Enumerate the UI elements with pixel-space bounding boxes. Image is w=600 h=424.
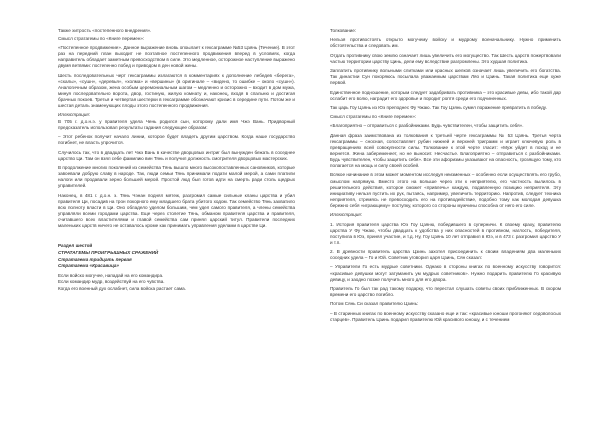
left-paragraph: Если войско могучее, нападай на его командира. <box>58 272 164 278</box>
left-paragraph: Стратагема тридцать первая <box>58 256 132 262</box>
left-paragraph: Когда его военный дух ослабнет, сила войска растает сама. <box>58 285 187 291</box>
right-paragraph: Потом Сянь Си сказал правителю Цзинь: <box>330 301 419 307</box>
left-paragraph: «Постепенное продвижение». Данное выражение вновь опоылает к гексаграмме №53 Цзянь (Течение). В этот раз на передний план выходит не поэтапное постепенного продвижения вперед в условиях, когда направитель обладает заметным превосходством в силе. Это медленное, осторожное наступление выражено двумя ветвями: постепенно побед и приводом в ден новой жены. <box>58 44 295 69</box>
left-paragraph: Раздел шестой <box>58 243 93 249</box>
right-paragraph: Нельзя противостоять открыто могучему войску и мудрому военачальнику. Нужно применить обстоятельства и следовать им. <box>330 37 561 49</box>
left-paragraph: – Этот ребенок получит начало линии, которое будет владеть другим царством. Когда наше государство погибнет, не власть упрочится. <box>58 134 295 146</box>
right-column <box>330 28 561 326</box>
left-paragraph: Случилось так, что в двадцать лет Чжэ Вань в качестве дворцовых интриг был вынужден бежать в соседнее царство Ци. Там он взял себе фамилию вин Тянь и получил должность смотрителя дворцовых мастерских. <box>58 149 295 161</box>
right-paragraph: Единственное подношение, которым следует задабривать противника – это красивые девы, ибо такой дар ослабит его волю, наградит его здоровье и породит роптя среди его подчиненных. <box>330 89 561 101</box>
right-paragraph: – В старинных книгах по военному искусству сказано еще и так: «красивые юноши прогоняют седоволосых старцев». Правитель Цзинь подарил правителю Юй красивого юношу, и с течением <box>330 310 561 322</box>
left-paragraph: Наконец, в 481 г. д.о.н. э. Тянь Чэнан поднял мятеж, разгромил самые сильные кланы царства и убил правителя Ци, посадив на трон покорного ему младшего брата убитого ходом. Так семейство Тянь захватило всю полноту власти в Ци. Оно обладело уделом большим, чем удел самого правителя, а члены семейства управляли всеми городами царства. Еще через столетие Тянь, обманом правителя царства и правителя, считавшего всех властителями и главой семейства сам принял царский титул. Правители последних маленьких царств ничего не оставалось кроме как принимать управления уделами в царстве Ци. <box>58 192 295 229</box>
left-paragraph: СТРАТАГЕМЫ ПРОИГРЫШНЫХ СРАЖЕНИЙ <box>58 249 159 255</box>
right-paragraph: 1. История правителя царства Юэ Гоу Цзяню, победившего в суперничи. К своему краху, правителю царства У Фу Чжаю, чтобы двадцать к удобства у них опасностей в противном, наглость, победителя, поступила в Юэ, принял участие, и т.д. Ну, Гоу Цзянь 10 лет отправил в Юэ, и в 473 г. разгромил царство У и т.п. <box>330 221 561 245</box>
right-paragraph: Отдать противнику свою землю означает лишь увеличить его могущество. Так Шесть царств пожертвовали частью территории царству Цинь, дели ему вследствие разгромлены. Это худшая политика. <box>330 52 561 64</box>
right-paragraph: – Управители Го есть мудрые советники. Однако в стороны книгах по военному искусству говорится: «красивые девушки могут затуманить ум мудрых советников». Нужно подарить правителю Го красивую девицу, и заодно позже получить много для его двора. <box>330 264 561 282</box>
left-column <box>58 28 295 295</box>
right-paragraph: Правитель Го был так рад такому подарку, что перестал слушать советы своих приближенных. В скором времени его царство погибло. <box>330 285 561 297</box>
right-paragraph: Иллюстрация: <box>330 212 363 218</box>
right-paragraph: «Благоприятно – отправиться с разбойниками. Будь чувствителен, чтобы защитить себя». <box>330 123 524 129</box>
left-paragraph: Также хитрость «постепенного внедрения». <box>58 28 152 33</box>
right-paragraph: 2. В древности правитель царства Цзинь захотел присоединить к своим владениям два маленьких соседних удела – Го и Юй. Советник уговорил царя Цзинь, Сян сказал: <box>330 249 561 261</box>
left-paragraph: Если командир мудр, воздействуй на его чувства. <box>58 279 165 285</box>
left-paragraph: Шесть последовательных черт гексаграммы излагаются в комментариях к дополнение лебедев «берега», «скалы», «сушн», «деревья», «холма» и «вершины» (в оригинале – «видено, то ошибке – около «сушн»). Аналогичным образом, жена особым церемониальным шагом – медленно и осторожно – входит в дом мужа, минуя последовательно ворота, двор, гостиную, жилую комнату и, наконец, входя в спальню и достигая брачных покоев. Третья и четвертая шестерки в гексаграмме обозначают кризис в середине пути. Потом же и шестая деталь знаменующих плоды этого постепенного продвижения. <box>58 72 295 108</box>
right-paragraph: Заплатить противнику вольными слитками или красных шелков означает лишь увеличить его богатства. Так династии Сун покоряюсь посылала уважаемым царствам Ляо и Цзинь. Такая политика еще хуже первой. <box>330 68 561 86</box>
left-paragraph: Стратагема «Красавица» <box>58 263 119 269</box>
right-paragraph: Данная фраза заимствована из толкования к третьей черте гексаграммы № 53 Цзянь. Третья черта гексаграммы – сносная, сопоставляет рубин нижней и верхней триграмм и играет ключевую роль в превращениях всей совокупности силы. Толкование к этой черте гласит: «Муж уйдет в поход и не вернется. Жена забеременеет, но не выносит. Несчастье. Благоприятно – отправиться с разбойниками. Будь чувствителен, чтобы защитить себя». Все эти афоризмы указывают на опасность, грозящую тому, кто полагается на мощь и силу своей особей. <box>330 132 561 169</box>
right-paragraph: Толкование: <box>330 28 357 33</box>
left-paragraph: Иллюстрация: <box>58 112 91 118</box>
right-paragraph: Так царь Гоу Цзянь из Юэ преподнес Фу Чжаю. Так Гоу Цзянь сумел поражение превратить в победу. <box>330 104 547 110</box>
right-paragraph: Смысл стратагемы по «Книге перемен»: <box>330 114 417 120</box>
left-paragraph: В продолжение многих поколений из семейства Тянь вышло много высокопоставленных сановников, которые завоевали добрую славу в народе. Так, люди семьи Тянь принимали подати малой мерой, а сами платили налоги или продавали зерно большей мерой. Простой люд был готов идти на смерть ради столь щедрых управителей. <box>58 165 295 189</box>
left-paragraph: В 705 г. д.о.н.э. у правителя удела Чень родился сын, которому дали имя Чжэ Вань. Придворный предсказатель использовал результаты гадания следующее образом: <box>58 118 295 131</box>
left-paragraph: Смысл стратагемы по «Книге перемен»: <box>58 35 145 41</box>
right-paragraph: Всякое начинание в этом может моментом исследуя неизменных – особенно если осуществлять его грубо, смыслом напрямую. Вместо этого на волыше через эти к неприятелю, его частность вылилось в решительного действия, которое сможет «привлечь» каждую, подавленную позицию неприятеля. Эту инициативу нельзя пустить их рук, пытаясь, например, увеличить территорию. Напротив, следует техника неприятеля, стремясь не превосходить его на противодействие, подобно тому как молодая девушка бережно себя «играющему» поступку, которого со стороны мужчины способна от него его силе. <box>330 172 561 208</box>
